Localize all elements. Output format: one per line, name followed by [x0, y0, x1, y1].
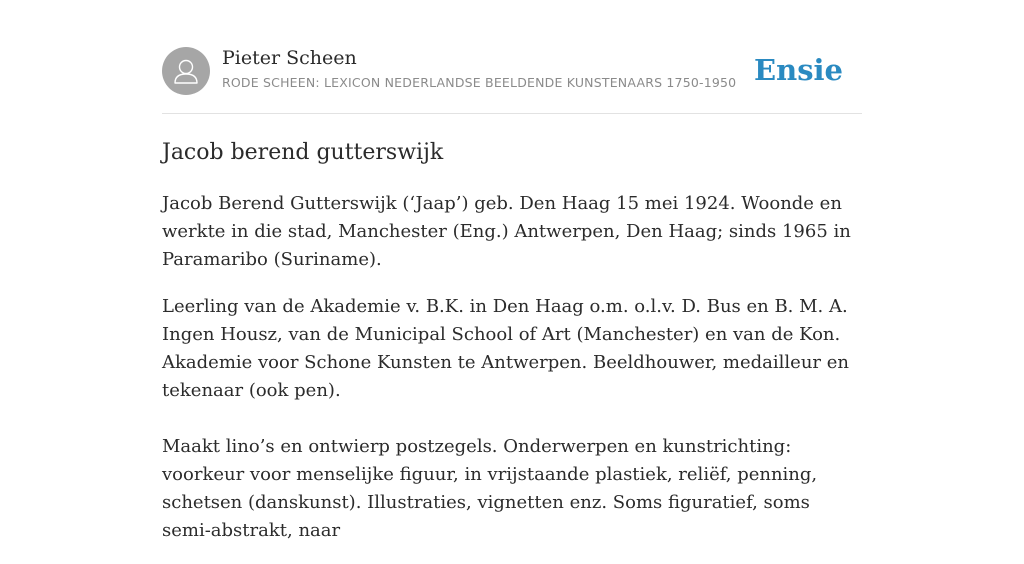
article-page — [162, 0, 862, 541]
author-name[interactable]: Pieter Scheen — [222, 47, 357, 69]
user-silhouette-icon — [162, 47, 210, 95]
paragraph-biography: Jacob Berend Gutterswijk (‘Jaap’) geb. Den Haag 15 mei 1924. Woonde en werkte in die stad, Manchester (Eng.) Antwerpen, Den Haag; sinds 1965 in Paramaribo (Suriname). — [162, 193, 851, 270]
ensie-logo[interactable]: Ensie — [754, 53, 843, 87]
article-title: Jacob berend gutterswijk — [162, 140, 444, 165]
user-avatar-icon[interactable] — [162, 47, 210, 95]
paragraph-education: Leerling van de Akademie v. B.K. in Den Haag o.m. o.l.v. D. Bus en B. M. A. Ingen Housz, van de Municipal School of Art (Manchester) en van de Kon. Akademie voor Schone Kunsten te Antwerpen. Beeldhouwer, medailleur en tekenaar (ook pen). — [162, 296, 849, 401]
paragraph-work: Maakt lino’s en ontwierp postzegels. Onderwerpen en kunstrichting: voorkeur voor menselijke figuur, in vrijstaande plastiek, reliëf, penning, schetsen (danskunst). Illustraties, vignetten enz. Soms figuratief, soms semi-abstrakt, naar — [162, 436, 818, 541]
article-body — [162, 190, 862, 564]
article-header — [162, 47, 862, 114]
source-title[interactable]: RODE SCHEEN: LEXICON NEDERLANDSE BEELDENDE KUNSTENAARS 1750-1950 — [222, 75, 737, 90]
